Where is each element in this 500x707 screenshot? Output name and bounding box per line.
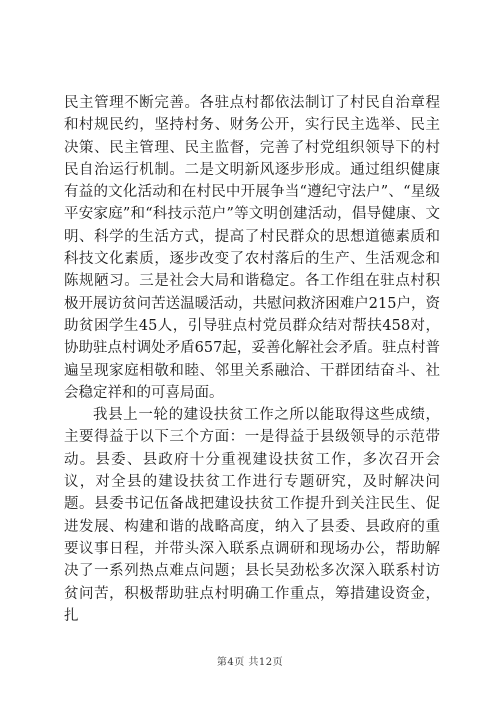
body-text	[64, 92, 440, 627]
paragraph-1: 民主管理不断完善。各驻点村都依法制订了村民自治章程和村规民约，坚持村务、财务公开，实行民主选举、民主决策、民主管理、民主监督，完善了村党组织领导下的村民自治运行机制。二是文明新风逐步形成。通过组织健康有益的文化活动和在村民中开展争当“遵纪守法户”、“星级平安家庭”和“科技示范户”等文明创建活动，倡导健康、文明、科学的生活方式，提高了村民群众的思想道德素质和科技文化素质，逐步改变了农村落后的生产、生活观念和陈规陋习。三是社会大局和谐稳定。各工作组在驻点村积极开展访贫问苦送温暖活动，共慰问救济困难户215户，资助贫困学生45人，引导驻点村党员群众结对帮扶458对，协助驻点村调处矛盾657起，妥善化解社会矛盾。驻点村普遍呈现家庭相敬和睦、邻里关系融洽、干群团结奋斗、社会稳定祥和的可喜局面。	[64, 95, 440, 401]
page-number-footer: 第4页 共12页	[216, 657, 284, 668]
paragraph-2: 我县上一轮的建设扶贫工作之所以能取得这些成绩，主要得益于以下三个方面：一是得益于县级领导的示范带动。县委、县政府十分重视建设扶贫工作，多次召开会议，对全县的建设扶贫工作进行专题研究，及时解决问题。县委书记伍备战把建设扶贫工作提升到关注民生、促进发展、构建和谐的战略高度，纳入了县委、县政府的重要议事日程，并带头深入联系点调研和现场办公，帮助解决了一系列热点难点问题；县长吴劲松多次深入联系村访贫问苦，积极帮助驻点村明确工作重点，筹措建设资金，扎	[64, 407, 440, 624]
